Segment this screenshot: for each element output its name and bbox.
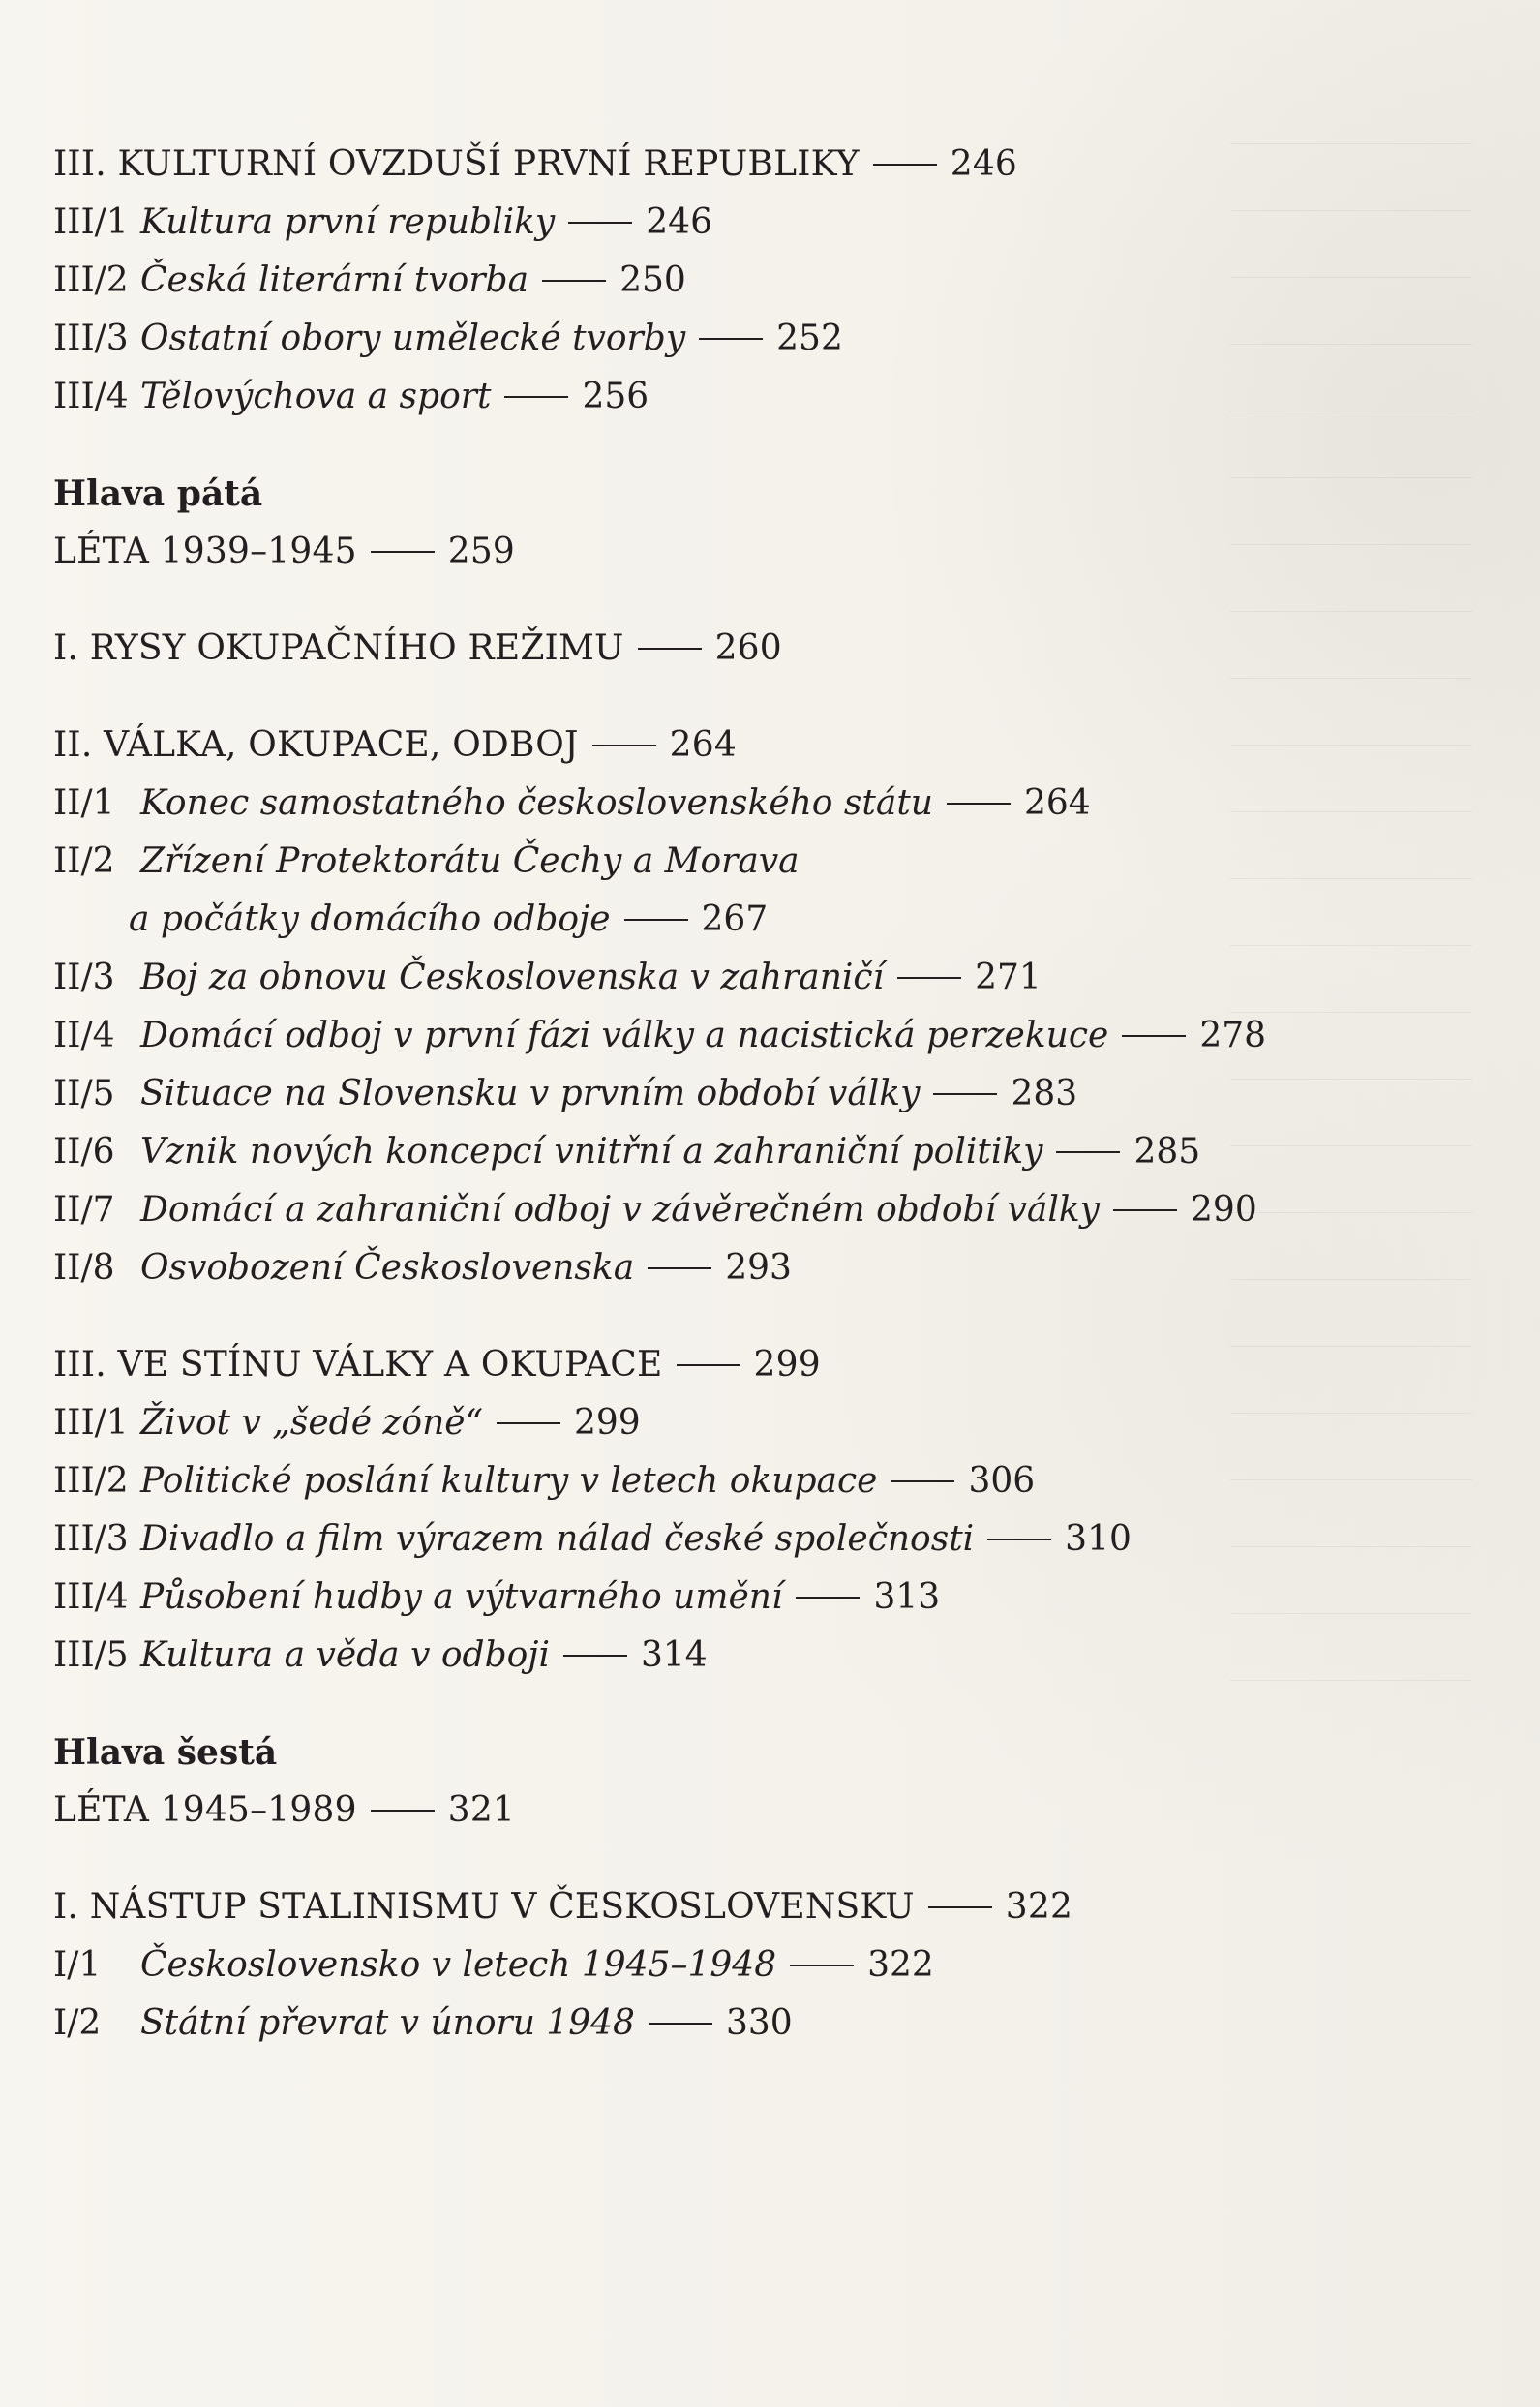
leader-dash <box>1113 1209 1177 1211</box>
toc-entry <box>53 1065 1408 1123</box>
entry-number: III/3 <box>53 319 129 358</box>
entry-number: III/5 <box>53 1635 129 1675</box>
entry-number: III/2 <box>53 260 129 300</box>
page-number: 264 <box>1023 783 1091 823</box>
leader-dash <box>677 1364 740 1366</box>
toc-entry <box>53 1878 1408 1936</box>
page-number: 264 <box>669 725 737 765</box>
entry-number: II/5 <box>53 1074 115 1113</box>
toc-entry <box>53 194 1408 252</box>
leader-dash <box>592 745 656 746</box>
toc-entry <box>53 716 1408 775</box>
toc-entry <box>53 523 1408 581</box>
entry-number: III/2 <box>53 1461 129 1501</box>
page-number: 322 <box>867 1945 934 1985</box>
toc-entry <box>53 1452 1408 1510</box>
entry-title: I. NÁSTUP STALINISMU V ČESKOSLOVENSKU <box>53 1887 915 1927</box>
table-of-contents <box>53 136 1408 2053</box>
entry-title: Kultura a věda v odboji <box>140 1635 550 1675</box>
entry-title: Situace na Slovensku v prvním období války <box>140 1074 921 1113</box>
page-number: 250 <box>619 260 686 300</box>
leader-dash <box>371 1810 435 1812</box>
entry-title: Domácí odboj v první fázi války a nacistická perzekuce <box>140 1016 1109 1055</box>
entry-title: Česká literární tvorba <box>140 260 529 300</box>
page-number: 285 <box>1133 1132 1201 1172</box>
entry-title: Život v „šedé zóně“ <box>140 1403 483 1443</box>
toc-entry <box>53 1239 1408 1297</box>
leader-dash <box>928 1906 992 1908</box>
leader-dash <box>796 1597 860 1599</box>
toc-entry <box>53 775 1408 833</box>
entry-title: Tělovýchova a sport <box>140 377 492 416</box>
entry-number: III/1 <box>53 1403 129 1443</box>
leader-dash <box>1056 1151 1120 1153</box>
leader-dash <box>638 648 702 650</box>
page-number: 299 <box>753 1345 821 1385</box>
entry-title: Státní převrat v únoru 1948 <box>140 2003 635 2043</box>
entry-number: II/2 <box>53 841 115 881</box>
toc-entry <box>53 310 1408 368</box>
toc-entry <box>53 1336 1408 1394</box>
leader-dash <box>563 1655 627 1657</box>
toc-entry <box>53 136 1408 194</box>
leader-dash <box>624 919 688 921</box>
toc-entry <box>53 1510 1408 1569</box>
leader-dash <box>897 977 961 979</box>
page-number: 271 <box>975 958 1042 997</box>
entry-number: II/7 <box>53 1190 115 1230</box>
page-number: 313 <box>873 1577 941 1617</box>
page-number: 330 <box>725 2003 793 2043</box>
entry-number: II/1 <box>53 783 115 823</box>
entry-title: Zřízení Protektorátu Čechy a Morava <box>140 841 800 881</box>
entry-number: III/1 <box>53 202 129 242</box>
entry-title: I. RYSY OKUPAČNÍHO REŽIMU <box>53 628 624 668</box>
entry-number: I/1 <box>53 1945 102 1985</box>
toc-entry <box>53 1569 1408 1627</box>
chapter-heading: Hlava pátá <box>53 473 263 514</box>
entry-title: Politické poslání kultury v letech okupace <box>140 1461 878 1501</box>
leader-dash <box>699 338 763 340</box>
leader-dash <box>648 1267 711 1269</box>
toc-entry <box>53 1123 1408 1181</box>
leader-dash <box>947 803 1011 805</box>
page-number: 314 <box>640 1635 708 1675</box>
entry-title: LÉTA 1939–1945 <box>53 532 357 571</box>
page-number: 321 <box>447 1790 516 1830</box>
entry-title: Domácí a zahraniční odboj v závěrečném období války <box>140 1190 1101 1230</box>
page-number: 322 <box>1005 1887 1073 1927</box>
entry-title: Působení hudby a výtvarného umění <box>140 1577 783 1617</box>
leader-dash <box>891 1480 954 1482</box>
page-number: 260 <box>714 628 782 668</box>
entry-title: III. VE STÍNU VÁLKY A OKUPACE <box>53 1345 663 1385</box>
leader-dash <box>790 1965 854 1966</box>
entry-number: III/4 <box>53 1577 129 1617</box>
entry-title: III. KULTURNÍ OVZDUŠÍ PRVNÍ REPUBLIKY <box>53 144 860 184</box>
toc-entry-continuation <box>53 891 1408 949</box>
page-number: 278 <box>1199 1016 1267 1055</box>
entry-number: III/3 <box>53 1519 129 1559</box>
page-number: 246 <box>646 202 712 242</box>
entry-number: II/8 <box>53 1248 115 1288</box>
entry-title: Divadlo a film výrazem nálad české společnosti <box>140 1519 975 1559</box>
entry-number: II/3 <box>53 958 115 997</box>
leader-dash <box>497 1422 560 1424</box>
leader-dash <box>542 280 606 282</box>
entry-title: Kultura první republiky <box>140 202 556 242</box>
entry-title: Konec samostatného československého státu <box>140 783 933 823</box>
entry-title: II. VÁLKA, OKUPACE, ODBOJ <box>53 725 579 765</box>
page-number: 293 <box>725 1248 792 1288</box>
entry-number: II/6 <box>53 1132 115 1172</box>
entry-title: Vznik nových koncepcí vnitřní a zahraniční politiky <box>140 1132 1043 1172</box>
toc-entry <box>53 1007 1408 1065</box>
leader-dash <box>1122 1035 1186 1037</box>
page-number: 306 <box>968 1461 1036 1501</box>
toc-entry <box>53 1936 1408 1995</box>
toc-entry <box>53 620 1408 678</box>
page-number: 252 <box>776 319 843 358</box>
toc-entry <box>53 1394 1408 1452</box>
entry-title: Československo v letech 1945–1948 <box>140 1945 777 1985</box>
page-number: 299 <box>574 1403 641 1443</box>
leader-dash <box>371 551 435 553</box>
entry-title: Ostatní obory umělecké tvorby <box>140 319 686 358</box>
entry-title: Osvobození Československa <box>140 1248 635 1288</box>
entry-number: I/2 <box>53 2003 102 2043</box>
leader-dash <box>649 2023 712 2025</box>
chapter-heading: Hlava šestá <box>53 1732 278 1773</box>
page-number: 246 <box>950 144 1018 184</box>
leader-dash <box>987 1539 1051 1540</box>
entry-number: II/4 <box>53 1016 115 1055</box>
entry-title: Boj za obnovu Československa v zahraničí <box>140 958 885 997</box>
toc-entry <box>53 1181 1408 1239</box>
leader-dash <box>568 222 632 224</box>
leader-dash <box>873 164 937 166</box>
page-number: 290 <box>1191 1190 1257 1230</box>
leader-dash <box>933 1093 997 1095</box>
toc-entry <box>53 252 1408 310</box>
toc-entry <box>53 1995 1408 2053</box>
page-number: 283 <box>1011 1074 1078 1113</box>
entry-title: LÉTA 1945–1989 <box>53 1790 357 1830</box>
page-number: 259 <box>447 532 516 571</box>
toc-entry <box>53 949 1408 1007</box>
page-number: 256 <box>582 377 649 416</box>
toc-entry <box>53 1782 1408 1840</box>
entry-title-continuation: a počátky domácího odboje <box>129 899 611 939</box>
page-number: 310 <box>1065 1519 1132 1559</box>
page-number: 267 <box>701 899 769 939</box>
toc-entry <box>53 1627 1408 1685</box>
entry-number: III/4 <box>53 377 129 416</box>
leader-dash <box>504 396 568 398</box>
toc-entry <box>53 833 1408 891</box>
toc-entry <box>53 368 1408 426</box>
